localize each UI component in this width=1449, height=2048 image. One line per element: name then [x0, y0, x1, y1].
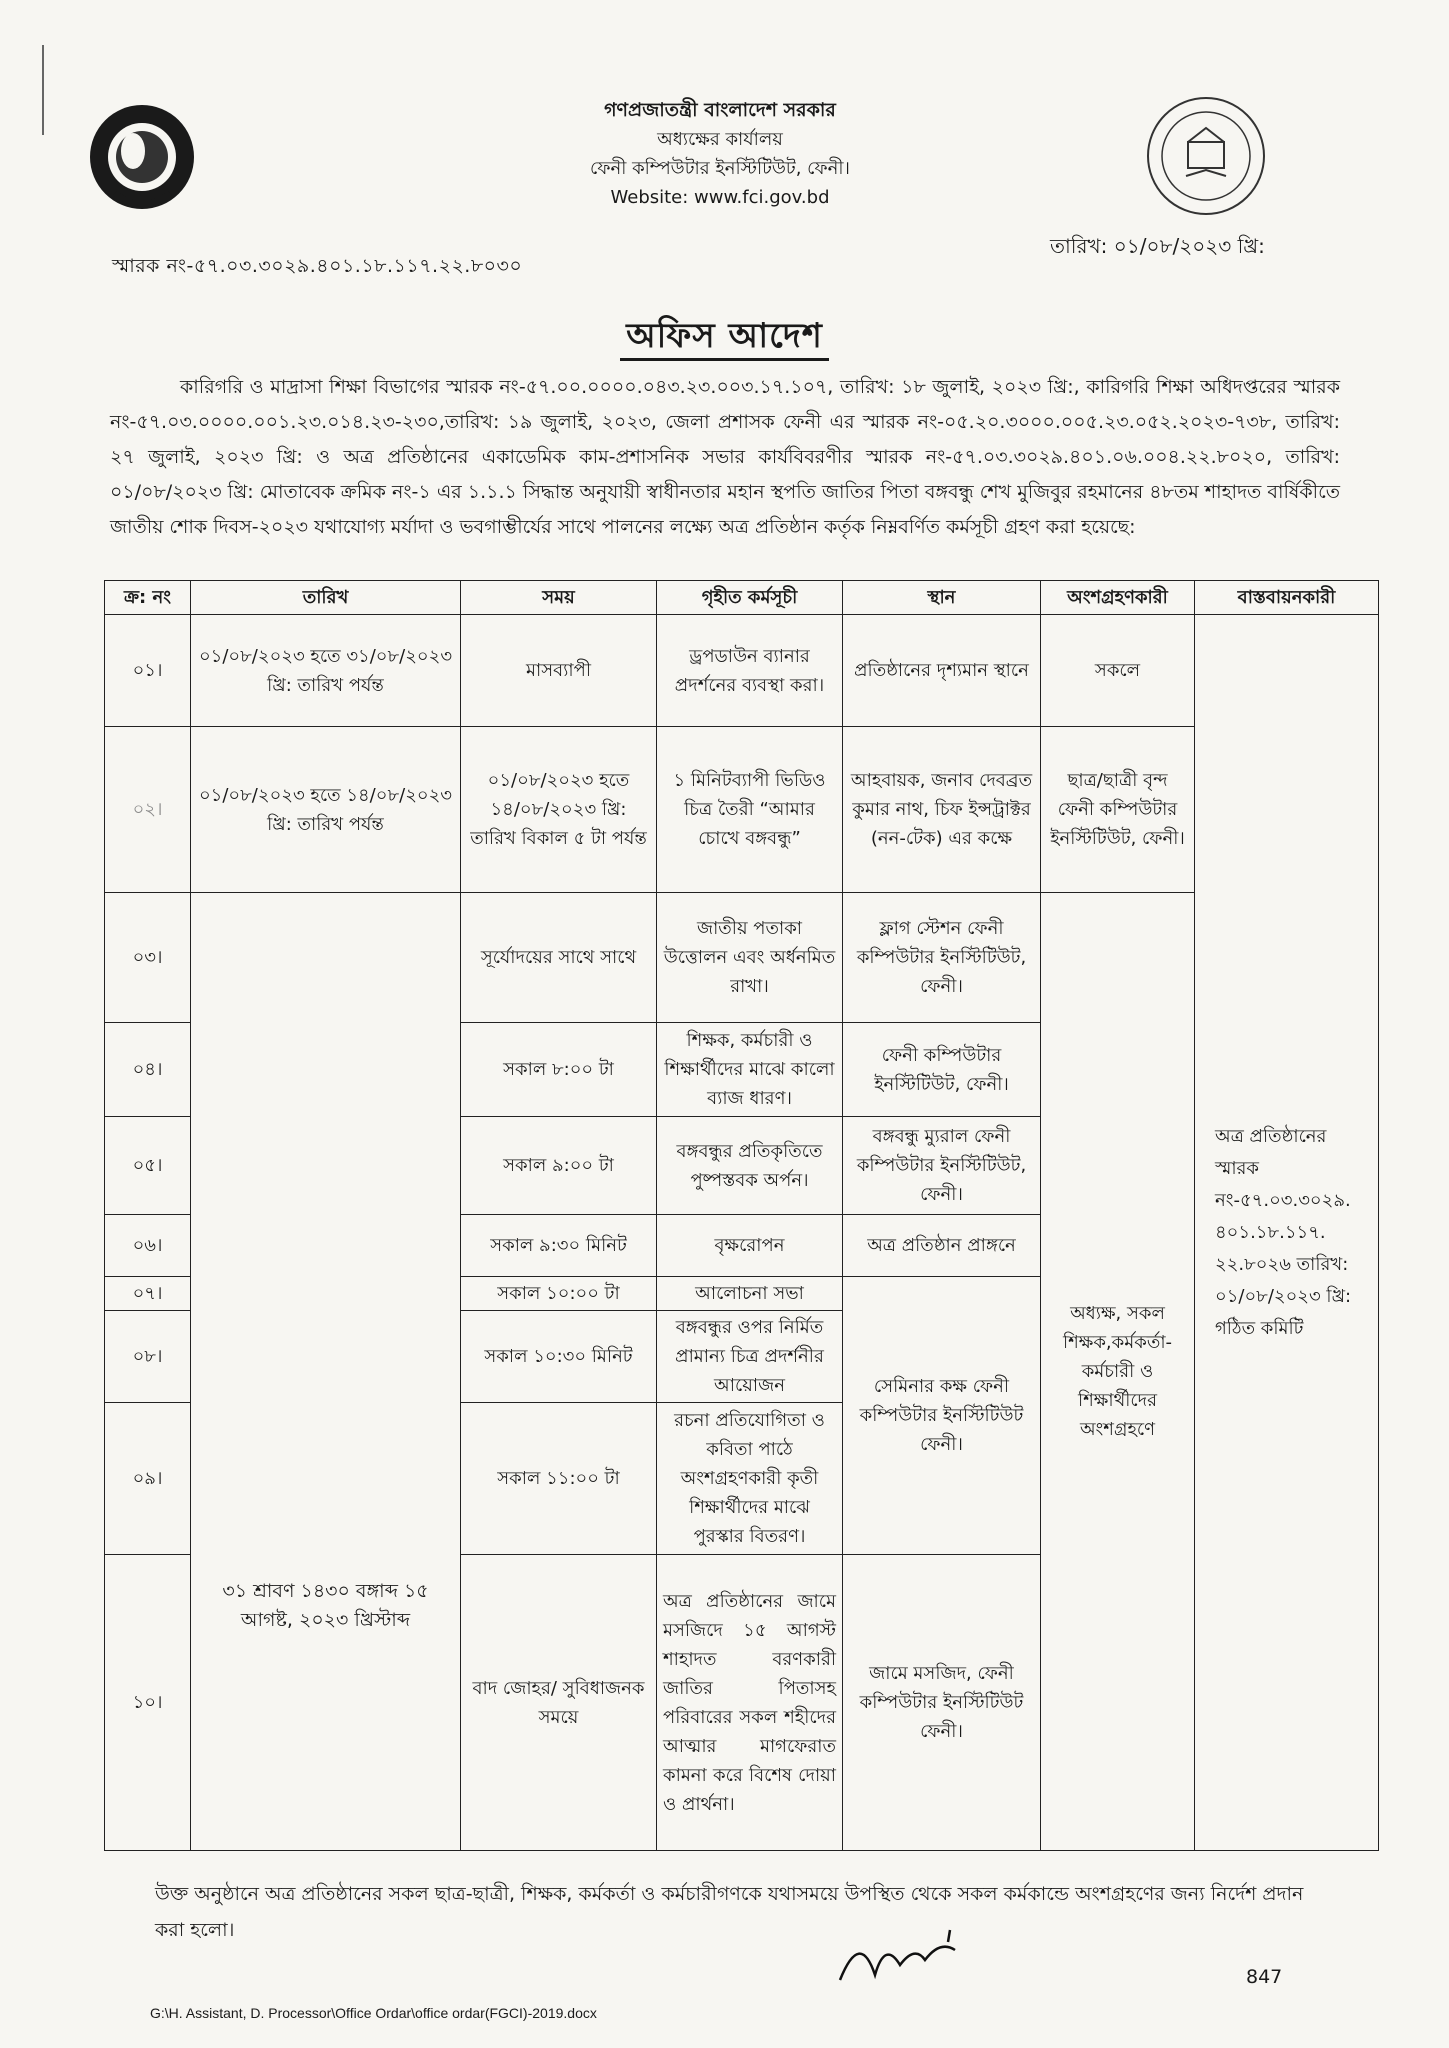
seminar-place-cell: সেমিনার কক্ষ ফেনী কম্পিউটার ইনস্টিটিউট ফেনী।	[843, 1277, 1041, 1555]
institute-name: ফেনী কম্পিউটার ইনস্টিটিউট, ফেনী।	[590, 158, 850, 179]
serial-cell: ০৩।	[105, 893, 191, 1023]
program-cell: ড্রপডাউন ব্যানার প্রদর্শনের ব্যবস্থা করা।	[657, 615, 843, 727]
memo-number: স্মারক নং-৫৭.০৩.৩০২৯.৪০১.১৮.১১৭.২২.৮০৩০	[112, 255, 523, 277]
binder-mark-icon	[38, 40, 48, 140]
col-header-program: গৃহীত কর্মসূচী	[657, 581, 843, 615]
participants-cell: ছাত্র/ছাত্রী বৃন্দ ফেনী কম্পিউটার ইনস্টিটিউট, ফেনী।	[1041, 727, 1195, 893]
program-cell: বঙ্গবন্ধুর ওপর নির্মিত প্রামান্য চিত্র প্রদর্শনীর আয়োজন	[657, 1311, 843, 1403]
date-cell: ০১/০৮/২০২৩ হতে ১৪/০৮/২০২৩ খ্রি: তারিখ পর্যন্ত	[191, 727, 461, 893]
place-cell: বঙ্গবন্ধু ম্যুরাল ফেনী কম্পিউটার ইনস্টিটিউট, ফেনী।	[843, 1117, 1041, 1215]
table-row	[105, 893, 1379, 1023]
office-name: অধ্যক্ষের কার্যালয়	[657, 129, 783, 150]
signature-icon	[830, 1920, 980, 1995]
time-cell: বাদ জোহর/ সুবিধাজনক সময়ে	[461, 1555, 657, 1851]
seal-icon	[1142, 92, 1270, 220]
merged-date-cell: ৩১ শ্রাবণ ১৪৩০ বঙ্গাব্দ ১৫ আগষ্ট, ২০২৩ খ্রিস্টাব্দ	[191, 893, 461, 1851]
page-title: অফিস আদেশ	[0, 310, 1449, 367]
program-cell: বৃক্ষরোপন	[657, 1215, 843, 1277]
place-cell: ফ্লাগ স্টেশন ফেনী কম্পিউটার ইনস্টিটিউট, ফেনী।	[843, 893, 1041, 1023]
time-cell: সকাল ৯:৩০ মিনিট	[461, 1215, 657, 1277]
program-cell: জাতীয় পতাকা উত্তোলন এবং অর্ধনমিত রাখা।	[657, 893, 843, 1023]
table-row	[105, 727, 1379, 893]
serial-cell: ০৯।	[105, 1403, 191, 1555]
time-cell: সকাল ৯:০০ টা	[461, 1117, 657, 1215]
table-header-row	[105, 581, 1379, 615]
place-cell: আহবায়ক, জনাব দেবব্রত কুমার নাথ, চিফ ইন্সট্রাক্টর (নন-টেক) এর কক্ষে	[843, 727, 1041, 893]
date-cell: ০১/০৮/২০২৩ হতে ৩১/০৮/২০২৩ খ্রি: তারিখ পর্যন্ত	[191, 615, 461, 727]
participants-cell: সকলে	[1041, 615, 1195, 727]
page-number: 847	[1246, 1966, 1283, 1988]
website-text: Website: www.fci.gov.bd	[610, 187, 830, 208]
program-cell: অত্র প্রতিষ্ঠানের জামে মসজিদে ১৫ আগস্ট শাহাদত বরণকারী জাতির পিতাসহ পরিবারের সকল শহীদের আত্মার মাগফেরাত কামনা করে বিশেষ দোয়া ও প্রার্থনা।	[657, 1555, 843, 1851]
office-header	[470, 96, 970, 212]
implementer-cell: অত্র প্রতিষ্ঠানের স্মারক নং-৫৭.০৩.৩০২৯. ৪০১.১৮.১১৭. ২২.৮০২৬ তারিখ: ০১/০৮/২০২৩ খ্রি: গঠিত কমিটি	[1195, 615, 1379, 1851]
col-header-implementer: বাস্তবায়নকারী	[1195, 581, 1379, 615]
place-cell: ফেনী কম্পিউটার ইনস্টিটিউট, ফেনী।	[843, 1023, 1041, 1117]
serial-cell: ০২।	[105, 727, 191, 893]
table-row	[105, 615, 1379, 727]
file-path: G:\H. Assistant, D. Processor\Office Ordar\office ordar(FGCI)-2019.docx	[150, 2005, 597, 2021]
serial-cell: ১০।	[105, 1555, 191, 1851]
program-cell: ১ মিনিটব্যাপী ভিডিও চিত্র তৈরী “আমার চোখে বঙ্গবন্ধু”	[657, 727, 843, 893]
place-cell: জামে মসজিদ, ফেনী কম্পিউটার ইনস্টিটিউট ফেনী।	[843, 1555, 1041, 1851]
program-cell: রচনা প্রতিযোগিতা ও কবিতা পাঠে অংশগ্রহণকারী কৃতী শিক্ষার্থীদের মাঝে পুরস্কার বিতরণ।	[657, 1403, 843, 1555]
serial-cell: ০৪।	[105, 1023, 191, 1117]
place-cell: অত্র প্রতিষ্ঠান প্রাঙ্গনে	[843, 1215, 1041, 1277]
footer-instruction: উক্ত অনুষ্ঠানে অত্র প্রতিষ্ঠানের সকল ছাত্র-ছাত্রী, শিক্ষক, কর্মকর্তা ও কর্মচারীগণকে যথাসময়ে উপস্থিত থেকে সকল কর্মকান্ডে অংশগ্রহণের জন্য নির্দেশ প্রদান করা হলো।	[155, 1883, 1304, 1941]
merged-participants-cell: অধ্যক্ষ, সকল শিক্ষক,কর্মকর্তা-কর্মচারী ও শিক্ষার্থীদের অংশগ্রহণে	[1041, 893, 1195, 1851]
issue-date: তারিখ: ০১/০৮/২০২৩ খ্রি:	[1050, 234, 1265, 258]
program-cell: শিক্ষক, কর্মচারী ও শিক্ষার্থীদের মাঝে কালো ব্যাজ ধারণ।	[657, 1023, 843, 1117]
government-name: গণপ্রজাতন্ত্রী বাংলাদেশ সরকার	[604, 99, 836, 121]
serial-cell: ০৬।	[105, 1215, 191, 1277]
time-cell: সকাল ৮:০০ টা	[461, 1023, 657, 1117]
time-cell: মাসব্যাপী	[461, 615, 657, 727]
time-cell: সূর্যোদয়ের সাথে সাথে	[461, 893, 657, 1023]
program-cell: আলোচনা সভা	[657, 1277, 843, 1311]
time-cell: সকাল ১০:৩০ মিনিট	[461, 1311, 657, 1403]
time-cell: সকাল ১১:০০ টা	[461, 1403, 657, 1555]
time-cell: সকাল ১০:০০ টা	[461, 1277, 657, 1311]
time-cell: ০১/০৮/২০২৩ হতে ১৪/০৮/২০২৩ খ্রি: তারিখ বিকাল ৫ টা পর্যন্ত	[461, 727, 657, 893]
program-table	[104, 580, 1379, 1851]
serial-cell: ০৭।	[105, 1277, 191, 1311]
place-cell: প্রতিষ্ঠানের দৃশ্যমান স্থানে	[843, 615, 1041, 727]
institute-logo-icon	[75, 95, 210, 230]
serial-cell: ০১।	[105, 615, 191, 727]
col-header-date: তারিখ	[191, 581, 461, 615]
serial-cell: ০৮।	[105, 1311, 191, 1403]
serial-cell: ০৫।	[105, 1117, 191, 1215]
col-header-time: সময়	[461, 581, 657, 615]
col-header-participants: অংশগ্রহণকারী	[1041, 581, 1195, 615]
program-cell: বঙ্গবন্ধুর প্রতিকৃতিতে পুষ্পস্তবক অর্পন।	[657, 1117, 843, 1215]
col-header-place: স্থান	[843, 581, 1041, 615]
order-body: কারিগরি ও মাদ্রাসা শিক্ষা বিভাগের স্মারক নং-৫৭.০০.০০০০.০৪৩.২৩.০০৩.১৭.১০৭, তারিখ: ১৮ জুলাই, ২০২৩ খ্রি:, কারিগরি শিক্ষা অধিদপ্তরের স্মারক নং-৫৭.০৩.০০০০.০০১.২৩.০১৪.২৩-২৩০,তারিখ: ১৯ জুলাই, ২০২৩, জেলা প্রশাসক ফেনী এর স্মারক নং-০৫.২০.৩০০০.০০৫.২৩.০৫২.২০২৩-৭৩৮, তারিখ: ২৭ জুলাই, ২০২৩ খ্রি: ও অত্র প্রতিষ্ঠানের একাডেমিক কাম-প্রশাসনিক সভার কার্যবিবরণীর স্মারক নং-৫৭.০৩.৩০২৯.৪০১.০৬.০০৪.২২.৮০২০, তারিখ: ০১/০৮/২০২৩ খ্রি: মোতাবেক ক্রমিক নং-১ এর ১.১.১ সিদ্ধান্ত অনুযায়ী স্বাধীনতার মহান স্থপতি জাতির পিতা বঙ্গবন্ধু শেখ মুজিবুর রহমানের ৪৮তম শাহাদত বার্ষিকীতে জাতীয় শোক দিবস-২০২৩ যথাযোগ্য মর্যাদা ও ভবগাম্ভীর্যের সাথে পালনের লক্ষ্যে অত্র প্রতিষ্ঠান কর্তৃক নিম্নবর্ণিত কর্মসূচী গ্রহণ করা হয়েছে:	[110, 376, 1340, 538]
col-header-serial: ক্র: নং	[105, 581, 191, 615]
